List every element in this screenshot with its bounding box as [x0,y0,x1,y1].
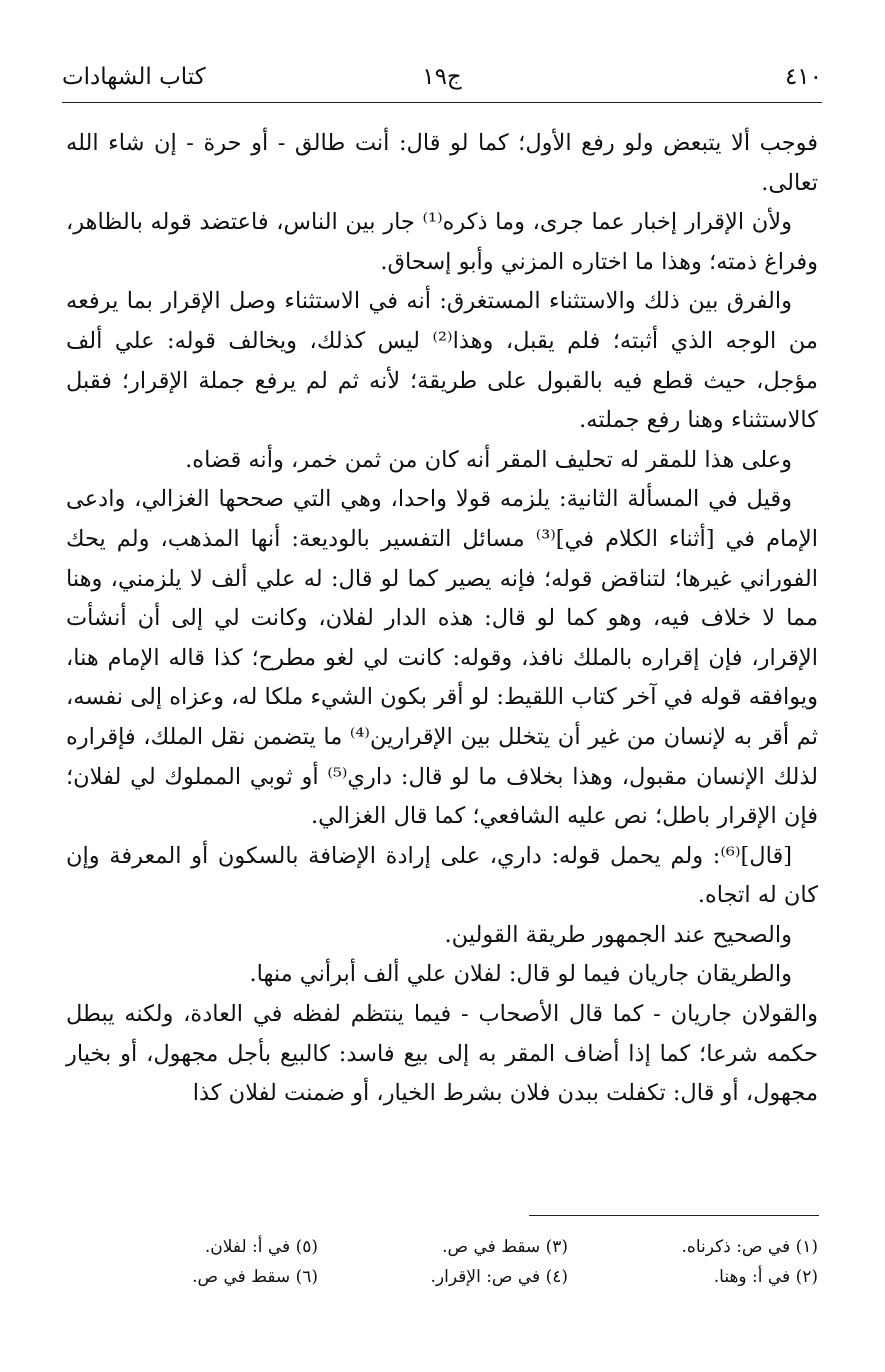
footnote-4: (٤) في ص: الإقرار. [430,1267,568,1287]
footnote-1: (١) في ص: ذكرناه. [681,1237,818,1257]
footnote-divider [529,1215,819,1216]
footnote-row [66,1232,818,1262]
paragraph-1: فوجب ألا يتبعض ولو رفع الأول؛ كما لو قال: أنت طالق - أو حرة - إن شاء الله تعالى. [66,130,818,196]
paragraph-7: والصحيح عند الجمهور طريقة القولين. [444,921,792,948]
paragraph-9: والقولان جاريان - كما قال الأصحاب - فيما ينتظم لفظه في العادة، ولكنه يبطل حكمه شرعا؛ كما إذا أضاف المقر به إلى بيع فاسد: كالبيع بأجل مجهول، أو بخيار مجهول، أو قال: تكفلت ببدن فلان بشرط الخيار، أو ضمنت لفلان كذا [66,1001,818,1107]
footnote-row [66,1262,818,1292]
footnote-2: (٢) في أ: وهنا. [713,1267,818,1287]
paragraph-8: والطريقان جاريان فيما لو قال: لفلان علي ألف أبرأني منها. [249,961,792,988]
paragraph-5: وقيل في المسألة الثانية: يلزمه قولا واحدا، وهي التي صححها الغزالي، وادعى الإمام في [أثناء الكلام في]⁽³⁾ مسائل التفسير بالوديعة: أنها المذهب، ولم يحك الفوراني غيرها؛ لتناقض قوله؛ فإنه يصير كما لو قال: له علي ألف لا يلزمني، وهنا مما لا خلاف فيه، وهو كما لو قال: هذه الدار لفلان، وكانت لي إلى أن أنشأت الإقرار، فإن إقراره بالملك نافذ، وقوله: كانت لي لغو مطرح؛ كذا قاله الإمام هنا، ويوافقه قوله في آخر كتاب اللقيط: لو أقر بكون الشيء ملكا له، وعزاه إلى نفسه، ثم أقر به لإنسان من غير أن يتخلل بين الإقرارين⁽⁴⁾ ما يتضمن نقل الملك، فإقراره لذلك الإنسان مقبول، وهذا بخلاف ما لو قال: داري⁽⁵⁾ أو ثوبي المملوك لي لفلان؛ فإن الإقرار باطل؛ نص عليه الشافعي؛ كما قال الغزالي. [66,486,818,830]
header-divider [62,102,822,103]
main-text [66,124,818,1114]
volume-number: ج١٩ [422,64,462,90]
footnotes [66,1232,818,1292]
book-title: كتاب الشهادات [62,64,206,90]
page-number: ٤١٠ [784,64,822,90]
paragraph-6: [قال]⁽⁶⁾: ولم يحمل قوله: داري، على إرادة الإضافة بالسكون أو المعرفة وإن كان له اتجاه. [66,842,818,909]
footnote-5: (٥) في أ: لفلان. [204,1237,318,1257]
page-header [62,58,822,98]
paragraph-2: ولأن الإقرار إخبار عما جرى، وما ذكره⁽¹⁾ جار بين الناس، فاعتضد قوله بالظاهر، وفراغ ذمته؛ وهذا ما اختاره المزني وأبو إسحاق. [66,209,818,275]
paragraph-4: وعلى هذا للمقر له تحليف المقر أنه كان من ثمن خمر، وأنه قضاه. [185,446,792,473]
footnote-6: (٦) سقط في ص. [192,1267,318,1287]
paragraph-3: والفرق بين ذلك والاستثناء المستغرق: أنه في الاستثناء وصل الإقرار بما يرفعه من الوجه الذي أثبته؛ فلم يقبل، وهذا⁽²⁾ ليس كذلك، ويخالف قوله: علي ألف مؤجل، حيث قطع فيه بالقبول على طريقة؛ لأنه ثم لم يرفع جملة الإقرار؛ فقبل كالاستثناء وهنا رفع جملته. [66,288,818,434]
footnote-3: (٣) سقط في ص. [442,1237,568,1257]
